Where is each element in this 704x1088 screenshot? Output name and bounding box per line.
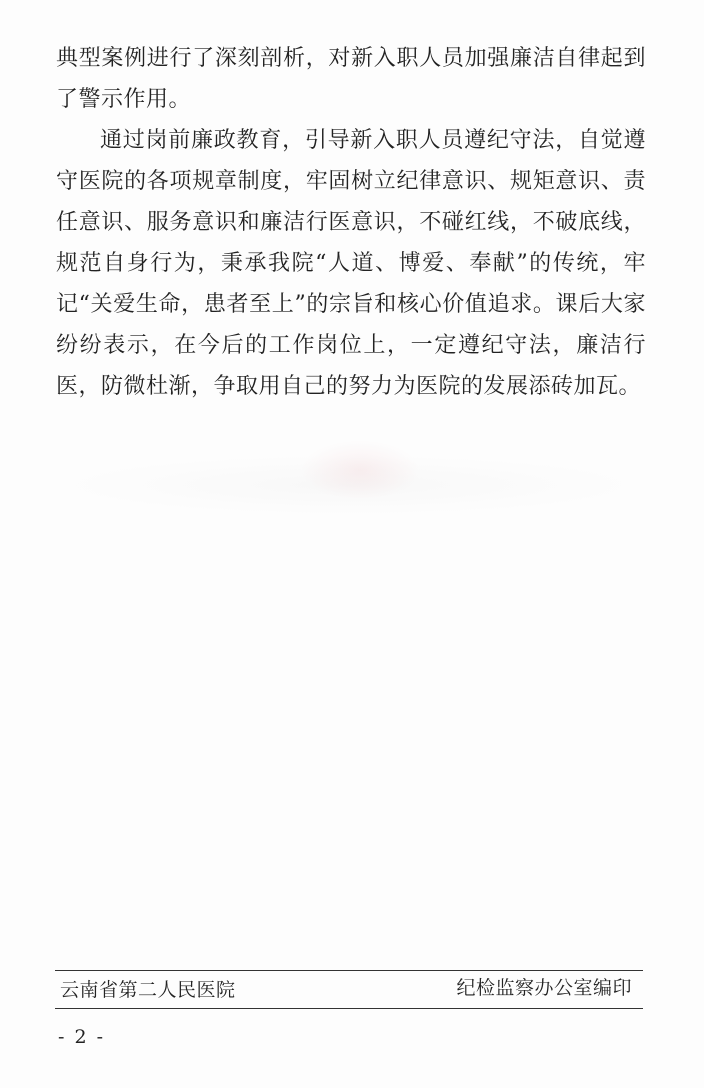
paragraph-main: 通过岗前廉政教育，引导新入职人员遵纪守法，自觉遵守医院的各项规章制度，牢固树立纪律意识、规矩意识、责任意识、服务意识和廉洁行医意识，不碰红线，不破底线，规范自身行为，秉承我院“人道、博爱、奉献”的传统，牢记“关爱生命，患者至上”的宗旨和核心价值追求。课后大家纷纷表示，在今后的工作岗位上，一定遵纪守法，廉洁行医，防微杜渐，争取用自己的努力为医院的发展添砖加瓦。 [56, 128, 646, 399]
faint-stamp-trace [300, 440, 420, 500]
footer-top-rule [55, 970, 643, 971]
page-number: - 2 - [58, 1026, 106, 1048]
body-text [56, 38, 646, 407]
footer-issuer: 纪检监察办公室编印 [456, 977, 632, 999]
footer-organization: 云南省第二人民医院 [60, 979, 236, 1001]
paragraph-continuation: 典型案例进行了深刻剖析，对新入职人员加强廉洁自律起到了警示作用。 [56, 46, 646, 112]
footer-bottom-rule [55, 1008, 643, 1009]
